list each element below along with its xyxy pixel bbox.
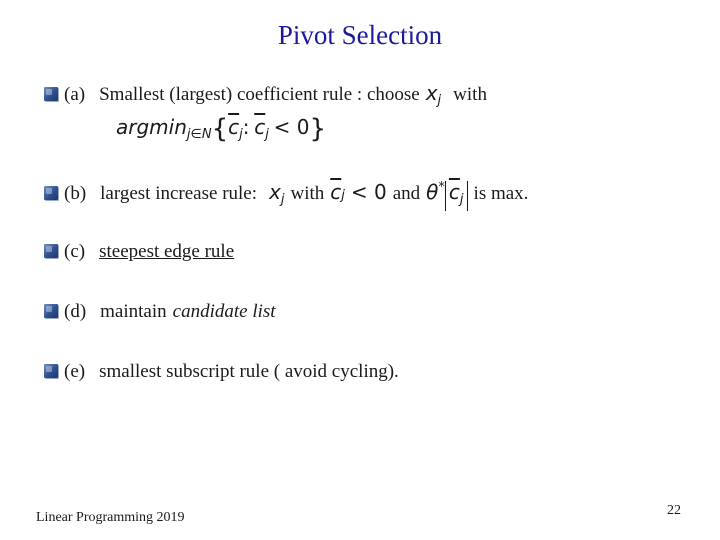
- math-cbar: $\overline{c}$: [330, 180, 342, 204]
- bullet-text: maintain: [100, 301, 167, 322]
- square-bullet-icon: [44, 364, 58, 378]
- square-bullet-icon: [44, 186, 58, 200]
- page-number: 22: [667, 503, 681, 518]
- square-bullet-icon: [44, 244, 58, 258]
- bullet-e: [44, 361, 399, 383]
- bullet-tag: (e): [64, 361, 86, 382]
- square-bullet-icon: [44, 304, 58, 318]
- math-theta: θ*: [426, 180, 445, 204]
- bullet-text: smallest subscript rule ( avoid cycling).: [99, 361, 399, 382]
- bullet-tag: (b): [64, 183, 87, 204]
- bullet-text: largest increase rule:: [100, 183, 258, 204]
- math-variable: $x_j$: [269, 180, 285, 207]
- bullet-a: [44, 81, 487, 108]
- bullet-b: (b) largest increase rule: $x_j$ with $\overline{c}$ j < 0 and θ* $\overline{c}_j$ is max.: [44, 180, 528, 211]
- footer-course: Linear Programming 2019: [36, 510, 185, 525]
- bullet-text: with: [453, 84, 487, 105]
- bullet-tag: (c): [64, 241, 86, 262]
- bullet-emphasis: candidate list: [172, 301, 276, 322]
- square-bullet-icon: [44, 87, 58, 101]
- bullet-tag: (a): [64, 84, 86, 105]
- bullet-c: [44, 241, 234, 263]
- slide-title: Pivot Selection: [277, 20, 443, 50]
- bullet-text: Smallest (largest) coefficient rule : choose: [99, 84, 420, 105]
- bullet-text: is max.: [473, 183, 529, 204]
- argmin-expression: $argmin_{j\in N}\{\overline{c}_j$: $\overline{c}_j < 0$}: [116, 114, 326, 144]
- math-variable: $x_j$: [425, 81, 442, 108]
- bullet-text: with: [290, 183, 325, 204]
- bullet-text: and: [392, 183, 421, 204]
- bullet-tag: (d): [64, 301, 87, 322]
- bullet-d: [44, 301, 276, 323]
- bullet-text: steepest edge rule: [99, 241, 235, 262]
- math-abs: $\overline{c}_j$: [445, 181, 468, 211]
- math-relation: < 0: [350, 180, 387, 204]
